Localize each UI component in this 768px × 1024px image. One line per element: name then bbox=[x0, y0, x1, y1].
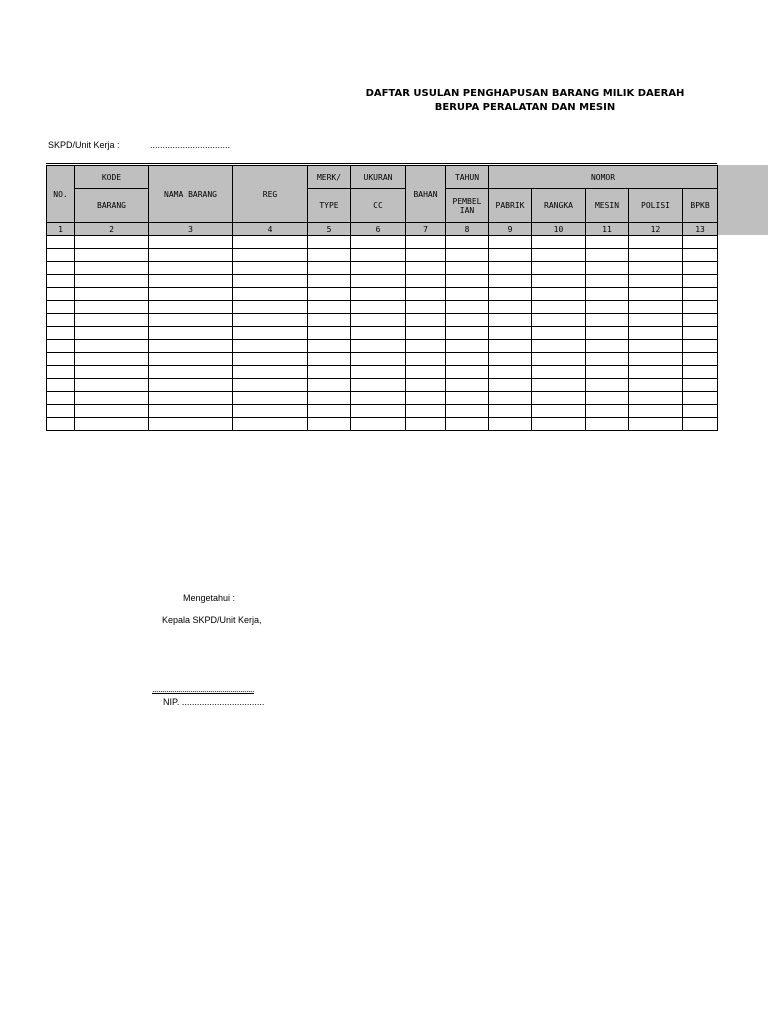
table-cell bbox=[47, 340, 75, 353]
table-row bbox=[47, 327, 718, 340]
table-cell bbox=[629, 353, 683, 366]
table-cell bbox=[629, 236, 683, 249]
table-cell bbox=[446, 288, 489, 301]
table-cell bbox=[149, 340, 233, 353]
table-cell bbox=[351, 275, 406, 288]
kepala-label: Kepala SKPD/Unit Kerja, bbox=[162, 615, 262, 625]
table-cell bbox=[532, 379, 586, 392]
table-cell bbox=[149, 249, 233, 262]
table-cell bbox=[233, 340, 308, 353]
table-cell bbox=[308, 301, 351, 314]
header-cc: CC bbox=[351, 189, 406, 223]
header-type: TYPE bbox=[308, 189, 351, 223]
table-cell bbox=[149, 288, 233, 301]
table-cell bbox=[489, 418, 532, 431]
header-merk: MERK/ bbox=[308, 166, 351, 189]
table-cell bbox=[489, 366, 532, 379]
table-cell bbox=[149, 275, 233, 288]
table-row bbox=[47, 262, 718, 275]
table-cell bbox=[532, 327, 586, 340]
table-cell bbox=[586, 262, 629, 275]
table-cell bbox=[532, 340, 586, 353]
table-cell bbox=[233, 392, 308, 405]
table-cell bbox=[532, 418, 586, 431]
header-rangka: RANGKA bbox=[532, 189, 586, 223]
table-cell bbox=[149, 392, 233, 405]
header-pembelian: PEMBEL IAN bbox=[446, 189, 489, 223]
table-cell bbox=[308, 288, 351, 301]
header-polisi: POLISI bbox=[629, 189, 683, 223]
table-row bbox=[47, 288, 718, 301]
table-cell bbox=[75, 236, 149, 249]
table-cell bbox=[446, 353, 489, 366]
table-cell bbox=[446, 236, 489, 249]
table-cell bbox=[586, 275, 629, 288]
table-cell bbox=[308, 405, 351, 418]
header-kode-barang: BARANG bbox=[75, 189, 149, 223]
table-cell bbox=[47, 262, 75, 275]
table-cell bbox=[532, 236, 586, 249]
table-cell bbox=[489, 327, 532, 340]
skpd-label: SKPD/Unit Kerja : bbox=[48, 140, 120, 150]
table-cell bbox=[532, 275, 586, 288]
table-cell bbox=[532, 301, 586, 314]
column-number: 13 bbox=[683, 223, 718, 236]
column-number: 7 bbox=[406, 223, 446, 236]
table-cell bbox=[351, 301, 406, 314]
header-nomor: NOMOR bbox=[489, 166, 718, 189]
table-cell bbox=[149, 379, 233, 392]
table-cell bbox=[351, 405, 406, 418]
table-row bbox=[47, 275, 718, 288]
table-cell bbox=[47, 249, 75, 262]
table-cell bbox=[406, 288, 446, 301]
table-cell bbox=[629, 288, 683, 301]
table-cell bbox=[406, 327, 446, 340]
table-cell bbox=[586, 249, 629, 262]
table-cell bbox=[629, 418, 683, 431]
table-cell bbox=[489, 353, 532, 366]
table-cell bbox=[233, 353, 308, 366]
table-row bbox=[47, 353, 718, 366]
table-cell bbox=[406, 262, 446, 275]
table-cell bbox=[233, 405, 308, 418]
table-cell bbox=[308, 340, 351, 353]
table-cell bbox=[406, 379, 446, 392]
table-cell bbox=[683, 392, 718, 405]
table-cell bbox=[149, 262, 233, 275]
table-cell bbox=[532, 249, 586, 262]
skpd-field bbox=[48, 140, 231, 150]
table-row bbox=[47, 392, 718, 405]
table-cell bbox=[683, 379, 718, 392]
table-cell bbox=[586, 353, 629, 366]
table-cell bbox=[75, 379, 149, 392]
column-number: 6 bbox=[351, 223, 406, 236]
table-cell bbox=[586, 236, 629, 249]
table-cell bbox=[586, 340, 629, 353]
table-cell bbox=[629, 314, 683, 327]
table-cell bbox=[406, 405, 446, 418]
table-cell bbox=[683, 262, 718, 275]
table-cell bbox=[489, 392, 532, 405]
table-cell bbox=[532, 405, 586, 418]
table-cell bbox=[629, 405, 683, 418]
table-cell bbox=[308, 249, 351, 262]
header-bahan: BAHAN bbox=[406, 166, 446, 223]
table-cell bbox=[406, 301, 446, 314]
table-cell bbox=[308, 262, 351, 275]
table-cell bbox=[351, 379, 406, 392]
table-body bbox=[47, 236, 718, 431]
table-row bbox=[47, 366, 718, 379]
table-cell bbox=[75, 301, 149, 314]
table-cell bbox=[532, 366, 586, 379]
table-row bbox=[47, 236, 718, 249]
table-cell bbox=[446, 314, 489, 327]
table-cell bbox=[446, 418, 489, 431]
table-row bbox=[47, 340, 718, 353]
table-cell bbox=[489, 288, 532, 301]
table-cell bbox=[683, 236, 718, 249]
table-cell bbox=[489, 301, 532, 314]
table-cell bbox=[47, 236, 75, 249]
table-cell bbox=[446, 366, 489, 379]
column-number: 10 bbox=[532, 223, 586, 236]
table-cell bbox=[75, 288, 149, 301]
table-cell bbox=[532, 288, 586, 301]
table-cell bbox=[75, 327, 149, 340]
table-cell bbox=[47, 392, 75, 405]
table-cell bbox=[47, 314, 75, 327]
table-cell bbox=[149, 418, 233, 431]
table-cell bbox=[47, 288, 75, 301]
table-cell bbox=[446, 327, 489, 340]
table-cell bbox=[629, 392, 683, 405]
table-cell bbox=[586, 301, 629, 314]
skpd-value: ................................ bbox=[150, 140, 231, 150]
table-cell bbox=[586, 405, 629, 418]
table-cell bbox=[149, 327, 233, 340]
table-cell bbox=[75, 314, 149, 327]
table-cell bbox=[351, 262, 406, 275]
table-cell bbox=[532, 392, 586, 405]
mengetahui-label: Mengetahui : bbox=[183, 593, 236, 603]
table-cell bbox=[446, 249, 489, 262]
nip-label: NIP. ................................. bbox=[163, 697, 265, 707]
table-cell bbox=[75, 418, 149, 431]
table-cell bbox=[75, 366, 149, 379]
table-cell bbox=[149, 353, 233, 366]
table-cell bbox=[683, 418, 718, 431]
table-cell bbox=[586, 314, 629, 327]
header-bpkb: BPKB bbox=[683, 189, 718, 223]
table-cell bbox=[683, 353, 718, 366]
table-cell bbox=[629, 366, 683, 379]
table-cell bbox=[75, 262, 149, 275]
table-cell bbox=[47, 405, 75, 418]
table-cell bbox=[308, 314, 351, 327]
table-row bbox=[47, 405, 718, 418]
table-cell bbox=[446, 392, 489, 405]
table-cell bbox=[47, 353, 75, 366]
table-cell bbox=[586, 366, 629, 379]
table-cell bbox=[149, 366, 233, 379]
table-cell bbox=[489, 249, 532, 262]
table-cell bbox=[233, 288, 308, 301]
column-number: 12 bbox=[629, 223, 683, 236]
table-row bbox=[47, 379, 718, 392]
table-cell bbox=[47, 418, 75, 431]
table-cell bbox=[351, 366, 406, 379]
table-cell bbox=[629, 340, 683, 353]
table-cell bbox=[406, 392, 446, 405]
column-number: 8 bbox=[446, 223, 489, 236]
signature-name-line: ................................................... bbox=[152, 684, 255, 694]
table-cell bbox=[406, 353, 446, 366]
table-cell bbox=[629, 327, 683, 340]
column-number-row bbox=[47, 223, 718, 236]
table-cell bbox=[489, 405, 532, 418]
table-cell bbox=[75, 340, 149, 353]
table-cell bbox=[308, 418, 351, 431]
header-overflow-shade bbox=[717, 165, 768, 235]
column-number: 9 bbox=[489, 223, 532, 236]
table-cell bbox=[446, 275, 489, 288]
table-cell bbox=[308, 275, 351, 288]
header-row-1 bbox=[47, 166, 718, 189]
table-top-rule bbox=[46, 163, 717, 164]
table-cell bbox=[351, 288, 406, 301]
table-cell bbox=[629, 301, 683, 314]
table-cell bbox=[351, 392, 406, 405]
table-cell bbox=[233, 327, 308, 340]
table-cell bbox=[47, 327, 75, 340]
table-cell bbox=[586, 392, 629, 405]
table-cell bbox=[351, 236, 406, 249]
table-cell bbox=[406, 236, 446, 249]
table-cell bbox=[586, 379, 629, 392]
table-cell bbox=[351, 340, 406, 353]
table-cell bbox=[149, 301, 233, 314]
table-cell bbox=[489, 340, 532, 353]
column-number: 5 bbox=[308, 223, 351, 236]
table-cell bbox=[629, 249, 683, 262]
table-cell bbox=[629, 379, 683, 392]
table-cell bbox=[683, 288, 718, 301]
table-cell bbox=[446, 301, 489, 314]
table-cell bbox=[47, 366, 75, 379]
header-row-2 bbox=[47, 189, 718, 223]
document-title: DAFTAR USULAN PENGHAPUSAN BARANG MILIK DAERAH bbox=[365, 88, 685, 99]
table-cell bbox=[406, 418, 446, 431]
header-ukuran: UKURAN bbox=[351, 166, 406, 189]
table-cell bbox=[629, 275, 683, 288]
table-cell bbox=[532, 353, 586, 366]
table-cell bbox=[149, 405, 233, 418]
table-cell bbox=[149, 236, 233, 249]
table-cell bbox=[586, 418, 629, 431]
table-cell bbox=[406, 275, 446, 288]
table-cell bbox=[351, 249, 406, 262]
table-cell bbox=[351, 327, 406, 340]
table-cell bbox=[446, 379, 489, 392]
table-cell bbox=[532, 262, 586, 275]
table-cell bbox=[683, 327, 718, 340]
column-number: 3 bbox=[149, 223, 233, 236]
table-cell bbox=[233, 379, 308, 392]
table-cell bbox=[233, 366, 308, 379]
header-tahun: TAHUN bbox=[446, 166, 489, 189]
table-cell bbox=[406, 249, 446, 262]
table-cell bbox=[75, 405, 149, 418]
table-cell bbox=[47, 301, 75, 314]
table-cell bbox=[489, 275, 532, 288]
asset-table bbox=[46, 165, 718, 431]
table-cell bbox=[683, 275, 718, 288]
header-mesin: MESIN bbox=[586, 189, 629, 223]
table-cell bbox=[586, 288, 629, 301]
table-cell bbox=[233, 275, 308, 288]
table-row bbox=[47, 418, 718, 431]
column-number: 1 bbox=[47, 223, 75, 236]
table-cell bbox=[75, 392, 149, 405]
table-cell bbox=[308, 327, 351, 340]
table-cell bbox=[47, 275, 75, 288]
column-number: 4 bbox=[233, 223, 308, 236]
table-cell bbox=[308, 392, 351, 405]
table-cell bbox=[75, 249, 149, 262]
table-cell bbox=[47, 379, 75, 392]
table-cell bbox=[446, 340, 489, 353]
table-cell bbox=[586, 327, 629, 340]
column-number: 11 bbox=[586, 223, 629, 236]
table-row bbox=[47, 249, 718, 262]
table-cell bbox=[308, 379, 351, 392]
header-nama-barang: NAMA BARANG bbox=[149, 166, 233, 223]
header-pabrik: PABRIK bbox=[489, 189, 532, 223]
table-cell bbox=[351, 314, 406, 327]
table-row bbox=[47, 301, 718, 314]
table-cell bbox=[489, 262, 532, 275]
table-cell bbox=[446, 262, 489, 275]
table-cell bbox=[683, 249, 718, 262]
table-cell bbox=[149, 314, 233, 327]
header-no: NO. bbox=[47, 166, 75, 223]
table-cell bbox=[629, 262, 683, 275]
header-kode: KODE bbox=[75, 166, 149, 189]
table-cell bbox=[233, 418, 308, 431]
table-cell bbox=[489, 379, 532, 392]
table-cell bbox=[308, 366, 351, 379]
table-cell bbox=[308, 353, 351, 366]
table-cell bbox=[233, 262, 308, 275]
table-cell bbox=[489, 314, 532, 327]
table-cell bbox=[683, 301, 718, 314]
document-subtitle: BERUPA PERALATAN DAN MESIN bbox=[434, 102, 616, 113]
column-number: 2 bbox=[75, 223, 149, 236]
table-cell bbox=[683, 366, 718, 379]
table-cell bbox=[233, 249, 308, 262]
table-cell bbox=[683, 314, 718, 327]
table-cell bbox=[446, 405, 489, 418]
table-cell bbox=[489, 236, 532, 249]
table-cell bbox=[75, 353, 149, 366]
table-cell bbox=[532, 314, 586, 327]
table-cell bbox=[233, 236, 308, 249]
table-cell bbox=[406, 366, 446, 379]
table-cell bbox=[351, 353, 406, 366]
table-cell bbox=[351, 418, 406, 431]
header-reg: REG bbox=[233, 166, 308, 223]
table-cell bbox=[683, 340, 718, 353]
table-cell bbox=[233, 301, 308, 314]
table-cell bbox=[75, 275, 149, 288]
table-cell bbox=[406, 340, 446, 353]
table-cell bbox=[683, 405, 718, 418]
table-cell bbox=[308, 236, 351, 249]
table-row bbox=[47, 314, 718, 327]
table-cell bbox=[233, 314, 308, 327]
table-cell bbox=[406, 314, 446, 327]
